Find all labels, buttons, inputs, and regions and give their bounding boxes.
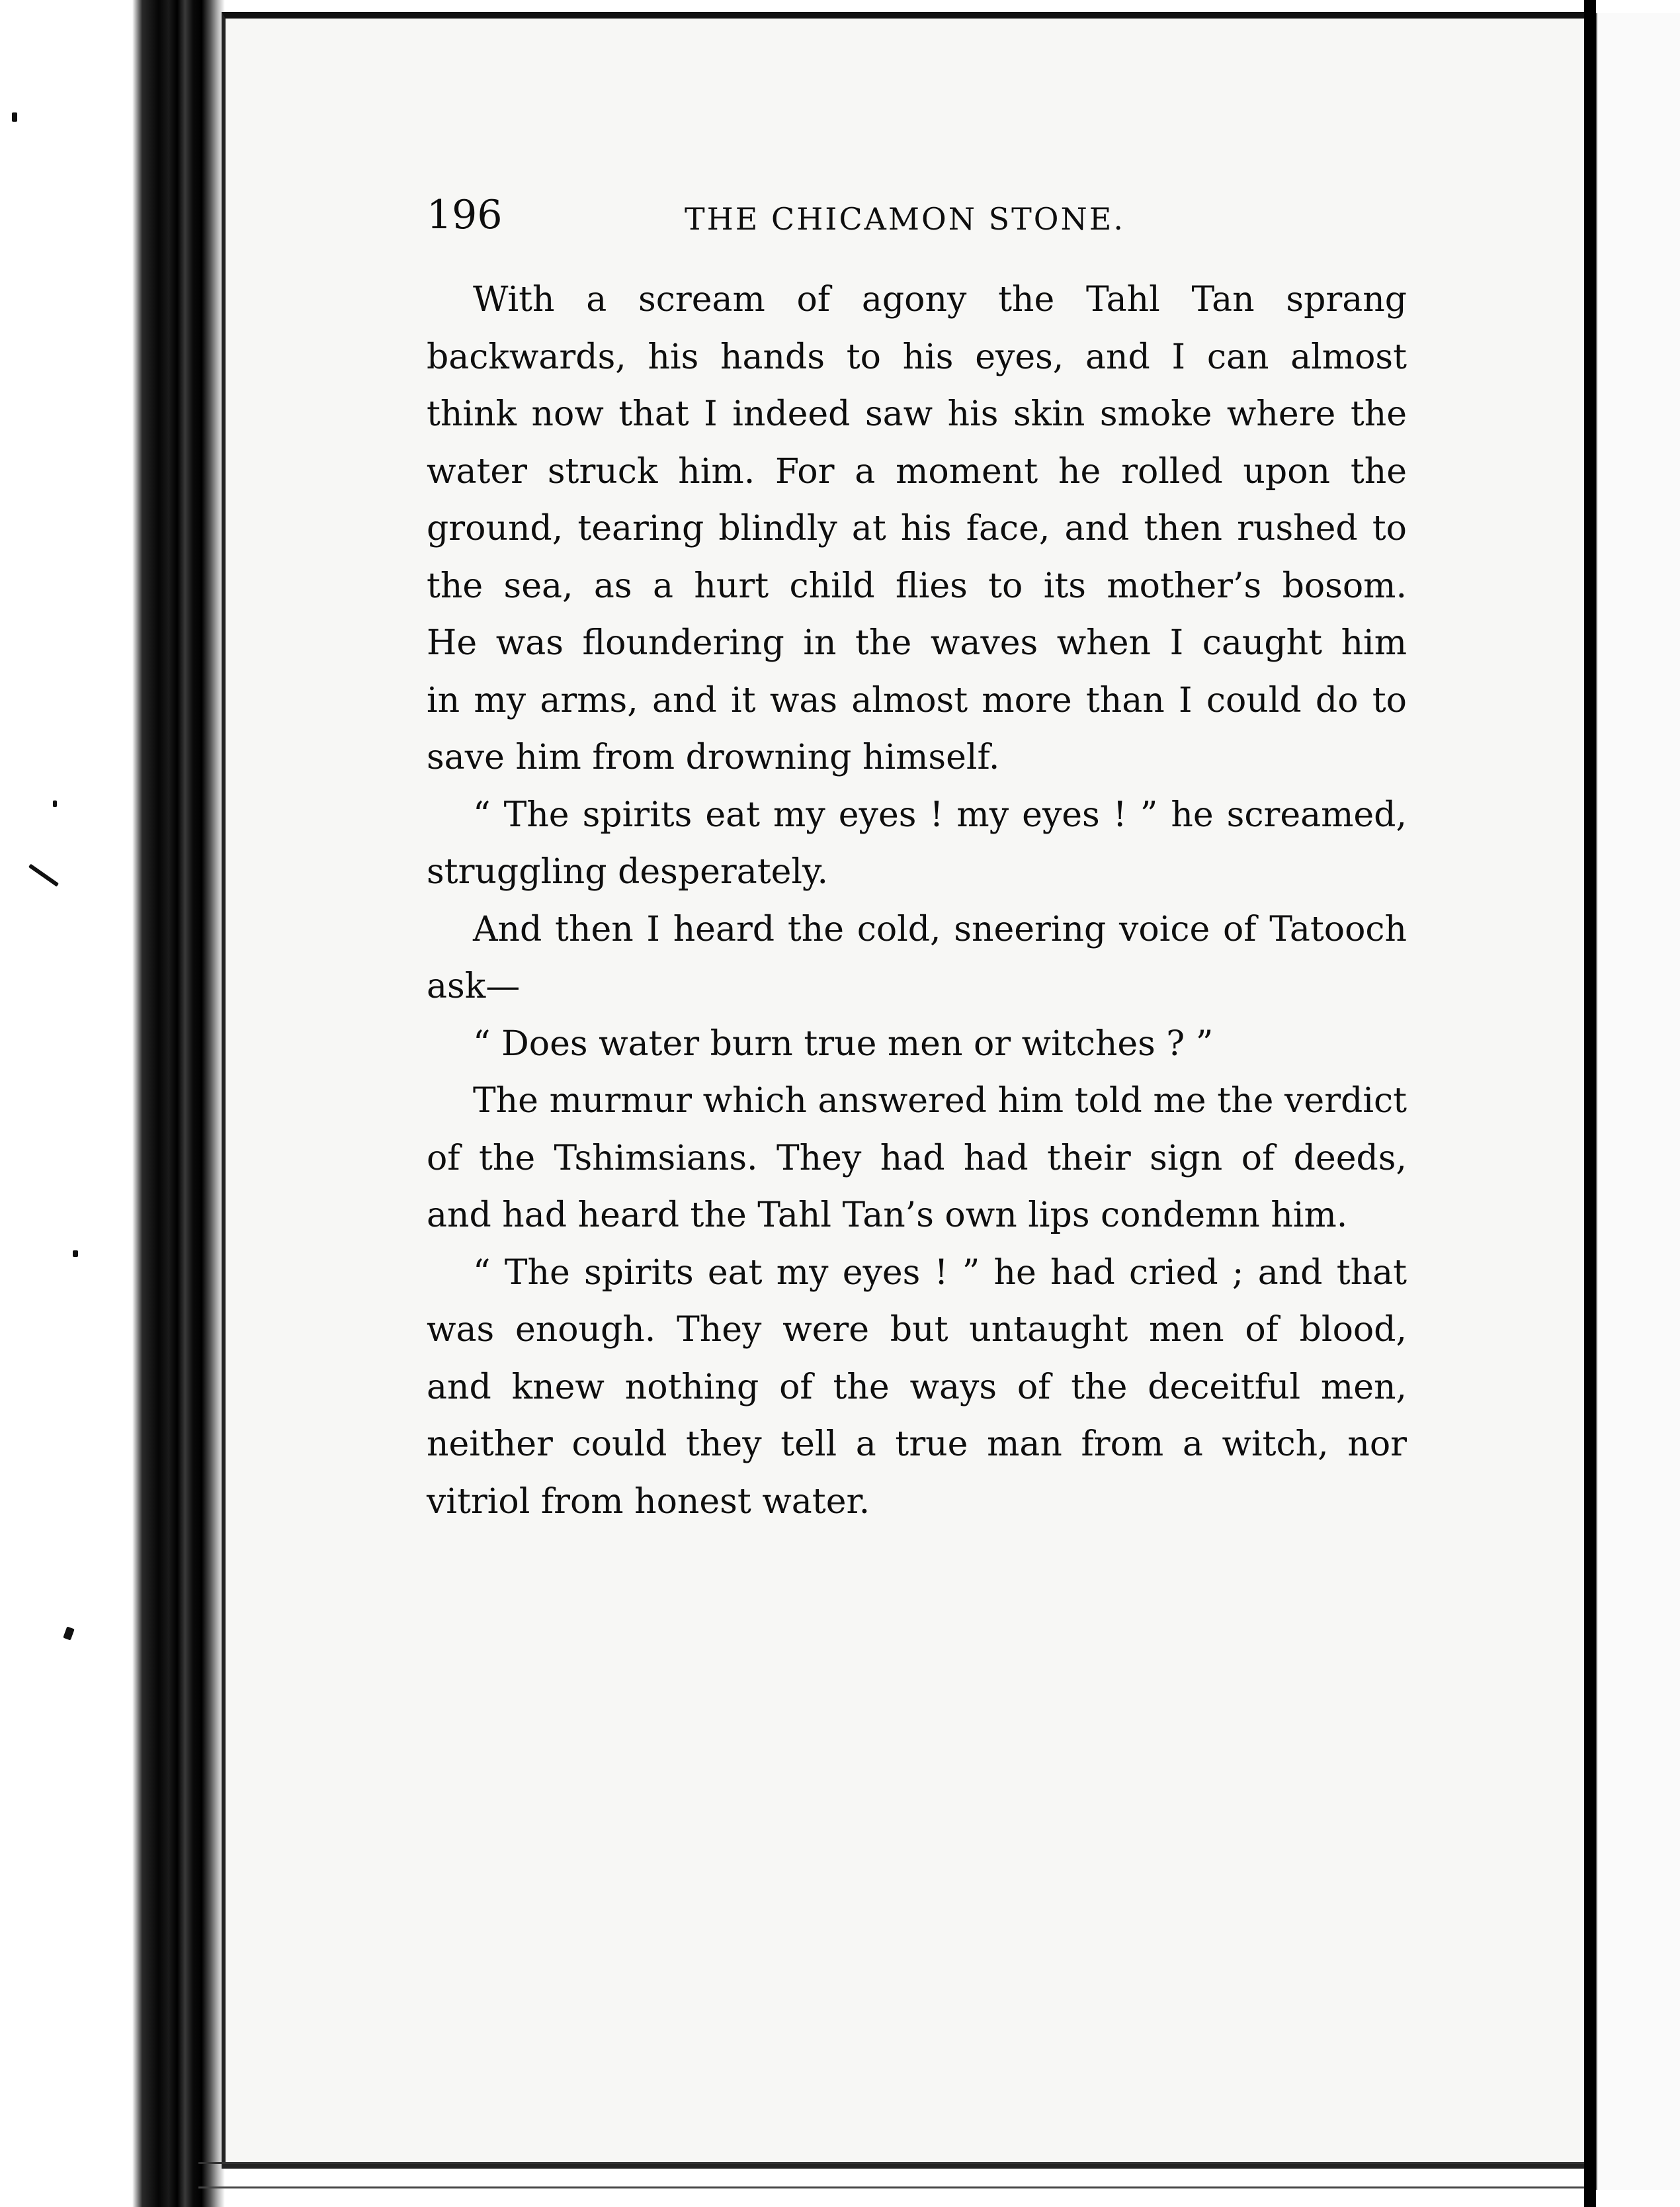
text-line: He was floundering in the waves when I caught him (427, 623, 1407, 663)
text-line: “ The spirits eat my eyes ! ” he had cried ; and that (473, 1252, 1407, 1293)
text-line: save him from drowning himself. (427, 738, 1000, 777)
text-line: With a scream of agony the Tahl Tan sprang (473, 280, 1407, 320)
text-line: water struck him. For a moment he rolled upon the (427, 451, 1407, 492)
text-line: “ Does water burn true men or witches ? ” (473, 1023, 1214, 1064)
running-title: THE CHICAMON STONE. (685, 201, 1125, 237)
text-line: the sea, as a hurt child flies to its mother’s bosom. (427, 566, 1407, 606)
text-line: in my arms, and it was almost more than I could do to (427, 680, 1407, 720)
page-edges (198, 2162, 1594, 2188)
text-line: And then I heard the cold, sneering voice of Tatooch (473, 909, 1407, 949)
text-line: ask— (427, 967, 521, 1006)
right-fold (1584, 0, 1596, 2207)
text-line: of the Tshimsians. They had had their sign of deeds, (427, 1138, 1407, 1178)
text-line: backwards, his hands to his eyes, and I can almost (427, 337, 1407, 377)
text-line: was enough. They were but untaught men of blood, (427, 1310, 1407, 1350)
text-line: vitriol from honest water. (427, 1481, 870, 1522)
text-line: neither could they tell a true man from a witch, nor (427, 1424, 1407, 1464)
text-line: struggling desperately. (427, 852, 829, 892)
text-line: ground, tearing blindly at his face, and then rushed to (427, 509, 1407, 548)
text-line: “ The spirits eat my eyes ! my eyes ! ” he screamed, (473, 795, 1407, 835)
text-line: think now that I indeed saw his skin smoke where the (427, 394, 1407, 434)
binding-specks (0, 0, 132, 2207)
page-number: 196 (427, 192, 503, 238)
text-line: The murmur which answered him told me the verdict (473, 1081, 1407, 1121)
body-text (427, 271, 1407, 1530)
running-head (427, 185, 1634, 245)
text-line: and had heard the Tahl Tan’s own lips condemn him. (427, 1195, 1348, 1235)
facing-page-sliver (1596, 13, 1680, 2190)
text-line: and knew nothing of the ways of the deceitful men, (427, 1367, 1407, 1407)
